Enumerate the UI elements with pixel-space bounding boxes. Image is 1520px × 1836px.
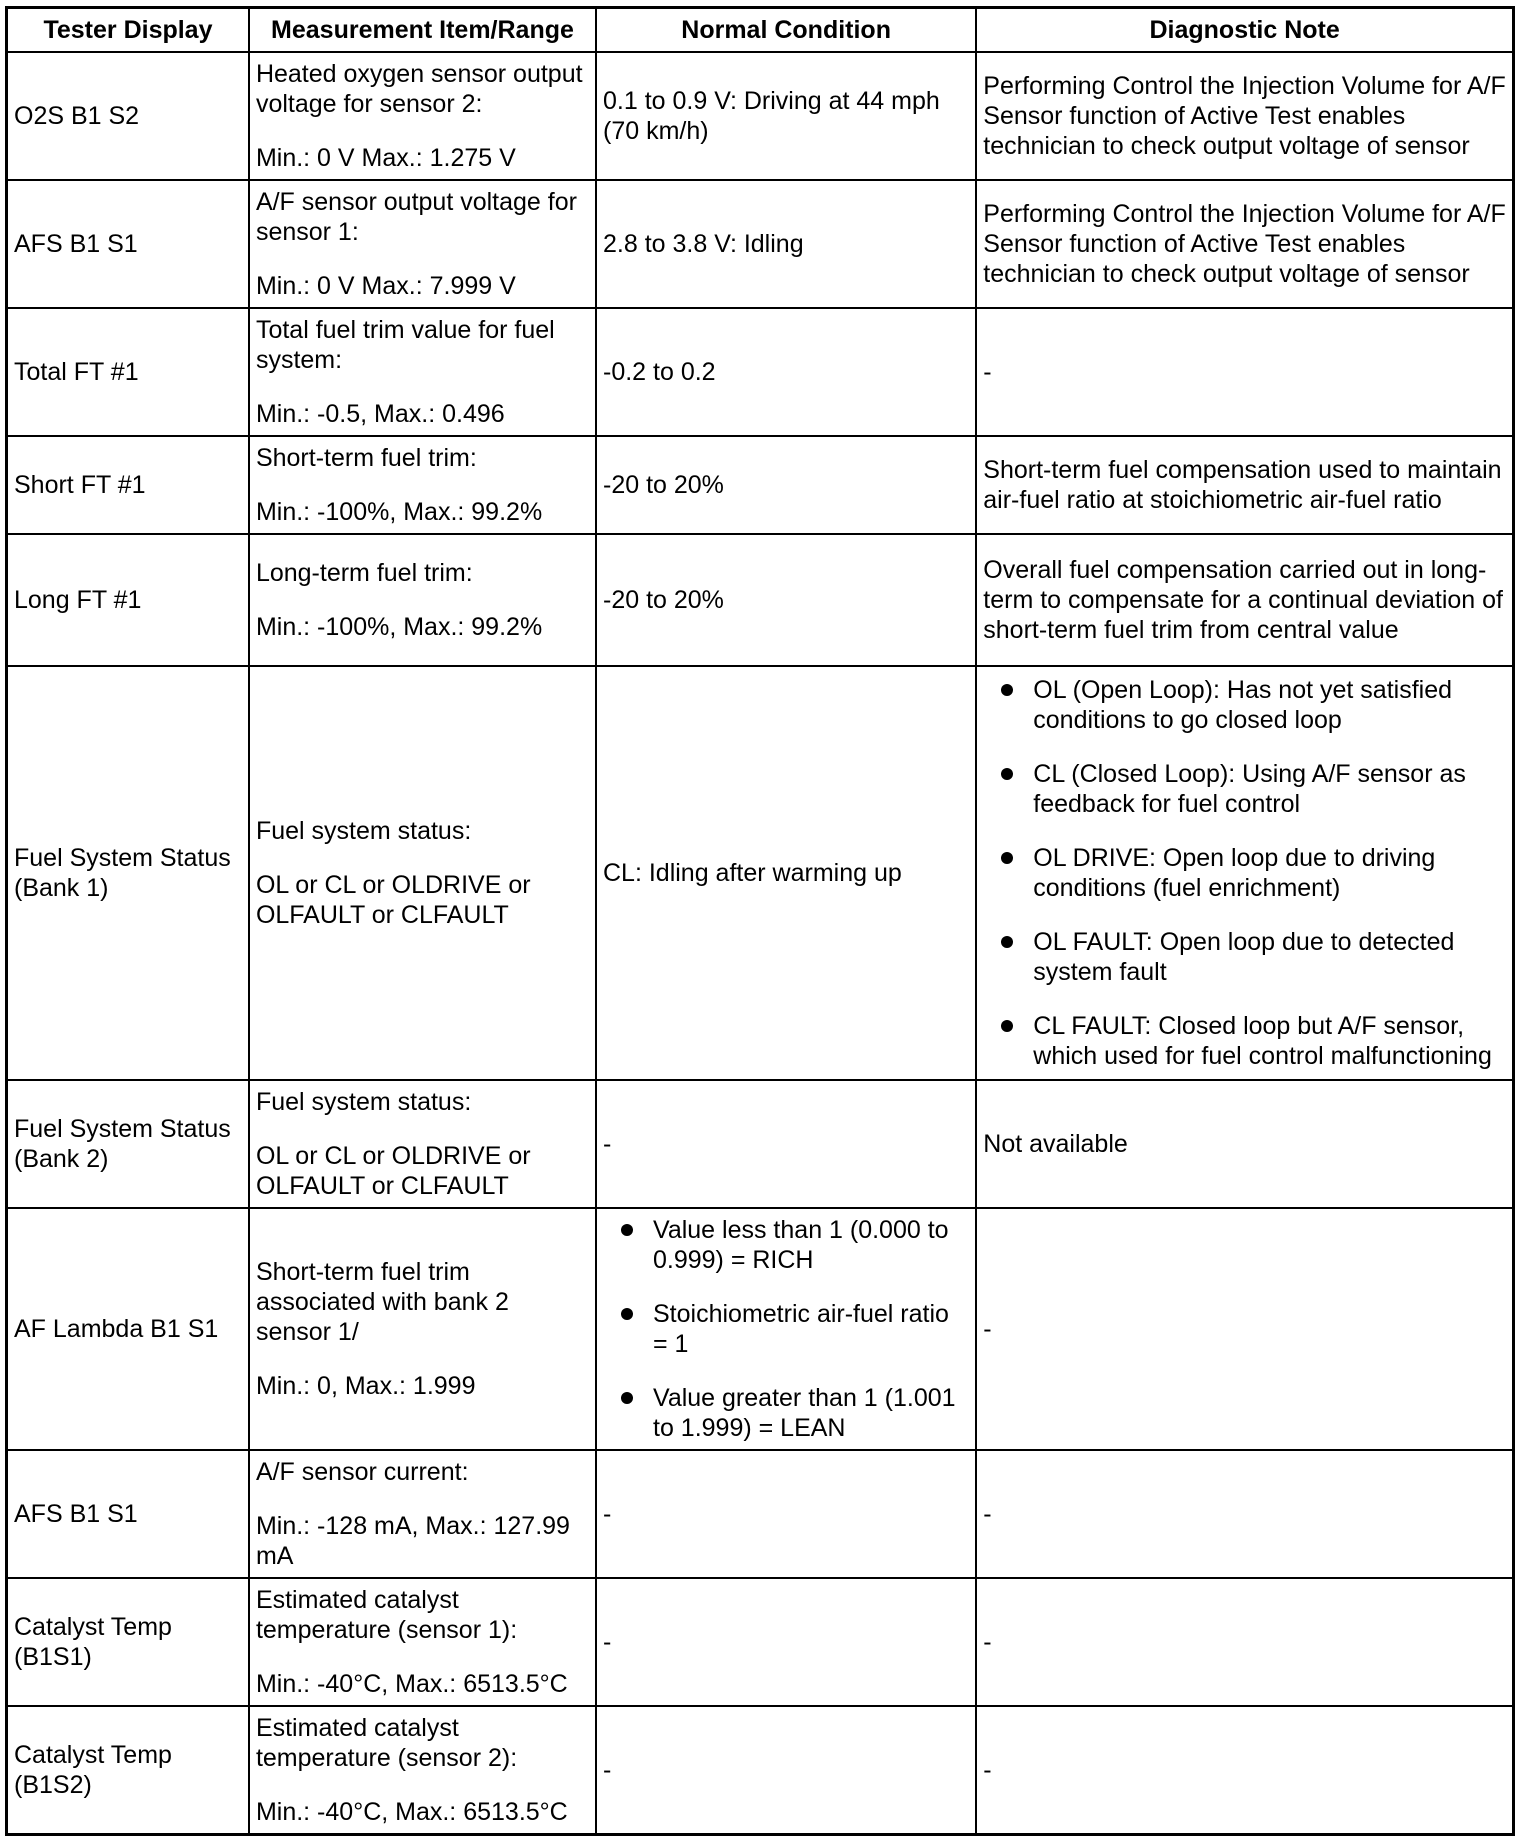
cell-diagnostic-note: -: [976, 308, 1513, 436]
cell-diagnostic-note: -: [976, 1450, 1513, 1578]
measurement-range: Min.: 0 V Max.: 1.275 V: [255, 144, 516, 172]
list-item: OL DRIVE: Open loop due to driving conditions (fuel enrichment): [983, 843, 1506, 903]
cell-diagnostic-note: Performing Control the Injection Volume for A/F Sensor function of Active Test enables technician to check output voltage of sensor: [976, 52, 1513, 180]
measurement-range: Min.: -40°C, Max.: 6513.5°C: [255, 1797, 568, 1826]
table-row: [7, 308, 1514, 436]
list-item: Value less than 1 (0.000 to 0.999) = RICH: [603, 1215, 969, 1275]
measurement-range: Min.: -100%, Max.: 99.2%: [255, 613, 543, 641]
cell-tester-display: AF Lambda B1 S1: [7, 1208, 249, 1450]
measurement-item: Estimated catalyst temperature (sensor 2):: [255, 1713, 518, 1772]
cell-measurement: [249, 534, 596, 666]
cell-normal-condition: [596, 1208, 976, 1450]
cell-tester-display: Short FT #1: [7, 436, 249, 534]
cell-measurement: [249, 1706, 596, 1834]
measurement-item: Heated oxygen sensor output voltage for sensor 2:: [255, 60, 583, 118]
cell-normal-condition: -: [596, 1578, 976, 1706]
cell-measurement: [249, 1208, 596, 1450]
cell-tester-display: Fuel System Status (Bank 2): [7, 1080, 249, 1208]
table-row: [7, 1706, 1514, 1834]
table-row: [7, 1578, 1514, 1706]
measurement-item: A/F sensor output voltage for sensor 1:: [255, 188, 577, 246]
table-row: [7, 52, 1514, 180]
measurement-item: A/F sensor current:: [255, 1458, 469, 1486]
cell-normal-condition: -20 to 20%: [596, 436, 976, 534]
cell-measurement: [249, 52, 596, 180]
measurement-item: Total fuel trim value for fuel system:: [255, 316, 555, 374]
list-item: Stoichiometric air-fuel ratio = 1: [603, 1299, 969, 1359]
cell-measurement: [249, 180, 596, 308]
table-row: [7, 1450, 1514, 1578]
header-measurement-item: Measurement Item/Range: [249, 8, 596, 53]
table-row: [7, 180, 1514, 308]
list-item: OL (Open Loop): Has not yet satisfied conditions to go closed loop: [983, 675, 1506, 735]
cell-diagnostic-note: -: [976, 1706, 1513, 1834]
measurement-range: OL or CL or OLDRIVE or OLFAULT or CLFAULT: [255, 1142, 531, 1200]
table-row: [7, 436, 1514, 534]
cell-measurement: [249, 436, 596, 534]
cell-diagnostic-note: Performing Control the Injection Volume for A/F Sensor function of Active Test enables technician to check output voltage of sensor: [976, 180, 1513, 308]
lambda-bullet-list: [603, 1215, 969, 1443]
cell-measurement: [249, 1080, 596, 1208]
cell-normal-condition: -0.2 to 0.2: [596, 308, 976, 436]
cell-normal-condition: -: [596, 1450, 976, 1578]
cell-tester-display: Fuel System Status (Bank 1): [7, 666, 249, 1080]
cell-normal-condition: -20 to 20%: [596, 534, 976, 666]
cell-measurement: [249, 1578, 596, 1706]
cell-normal-condition: -: [596, 1080, 976, 1208]
table-row: [7, 666, 1514, 1080]
cell-tester-display: Catalyst Temp (B1S1): [7, 1578, 249, 1706]
cell-normal-condition: CL: Idling after warming up: [596, 666, 976, 1080]
header-tester-display: Tester Display: [7, 8, 249, 53]
cell-tester-display: AFS B1 S1: [7, 1450, 249, 1578]
measurement-range: Min.: 0 V Max.: 7.999 V: [255, 272, 516, 300]
list-item: CL (Closed Loop): Using A/F sensor as feedback for fuel control: [983, 759, 1506, 819]
cell-measurement: [249, 1450, 596, 1578]
list-item: OL FAULT: Open loop due to detected system fault: [983, 927, 1506, 987]
measurement-item: Fuel system status:: [255, 1088, 472, 1116]
header-row: [7, 8, 1514, 53]
header-diagnostic-note: Diagnostic Note: [976, 8, 1513, 53]
cell-measurement: [249, 308, 596, 436]
measurement-range: Min.: -100%, Max.: 99.2%: [255, 498, 543, 526]
cell-diagnostic-note: Short-term fuel compensation used to maintain air-fuel ratio at stoichiometric air-fuel ratio: [976, 436, 1513, 534]
document-page: [5, 6, 1515, 1826]
table-row: [7, 1208, 1514, 1450]
measurement-item: Short-term fuel trim:: [255, 444, 477, 472]
cell-diagnostic-note: Overall fuel compensation carried out in long-term to compensate for a continual deviation of short-term fuel trim from central value: [976, 534, 1513, 666]
cell-tester-display: O2S B1 S2: [7, 52, 249, 180]
cell-tester-display: Total FT #1: [7, 308, 249, 436]
cell-normal-condition: 2.8 to 3.8 V: Idling: [596, 180, 976, 308]
measurement-range: Min.: -128 mA, Max.: 127.99 mA: [255, 1512, 570, 1570]
measurement-range: Min.: -0.5, Max.: 0.496: [255, 400, 505, 428]
cell-tester-display: Catalyst Temp (B1S2): [7, 1706, 249, 1834]
measurement-item: Fuel system status:: [255, 817, 472, 845]
data-list-table: [5, 6, 1515, 1836]
cell-normal-condition: -: [596, 1706, 976, 1834]
cell-normal-condition: 0.1 to 0.9 V: Driving at 44 mph (70 km/h): [596, 52, 976, 180]
table-row: [7, 1080, 1514, 1208]
measurement-range: Min.: 0, Max.: 1.999: [255, 1372, 476, 1400]
measurement-item: Short-term fuel trim associated with bank 2 sensor 1/: [255, 1258, 509, 1346]
fuel-status-bullet-list: [983, 675, 1506, 1071]
cell-diagnostic-note: -: [976, 1578, 1513, 1706]
measurement-range: Min.: -40°C, Max.: 6513.5°C: [255, 1670, 568, 1698]
cell-tester-display: AFS B1 S1: [7, 180, 249, 308]
measurement-item: Long-term fuel trim:: [255, 559, 473, 587]
cell-diagnostic-note: Not available: [976, 1080, 1513, 1208]
measurement-range: OL or CL or OLDRIVE or OLFAULT or CLFAULT: [255, 871, 531, 929]
list-item: CL FAULT: Closed loop but A/F sensor, which used for fuel control malfunctioning: [983, 1011, 1506, 1071]
table-row: [7, 534, 1514, 666]
cell-diagnostic-note: -: [976, 1208, 1513, 1450]
cell-tester-display: Long FT #1: [7, 534, 249, 666]
cell-diagnostic-note: [976, 666, 1513, 1080]
cell-measurement: [249, 666, 596, 1080]
header-normal-condition: Normal Condition: [596, 8, 976, 53]
list-item: Value greater than 1 (1.001 to 1.999) = LEAN: [603, 1383, 969, 1443]
measurement-item: Estimated catalyst temperature (sensor 1):: [255, 1586, 518, 1644]
